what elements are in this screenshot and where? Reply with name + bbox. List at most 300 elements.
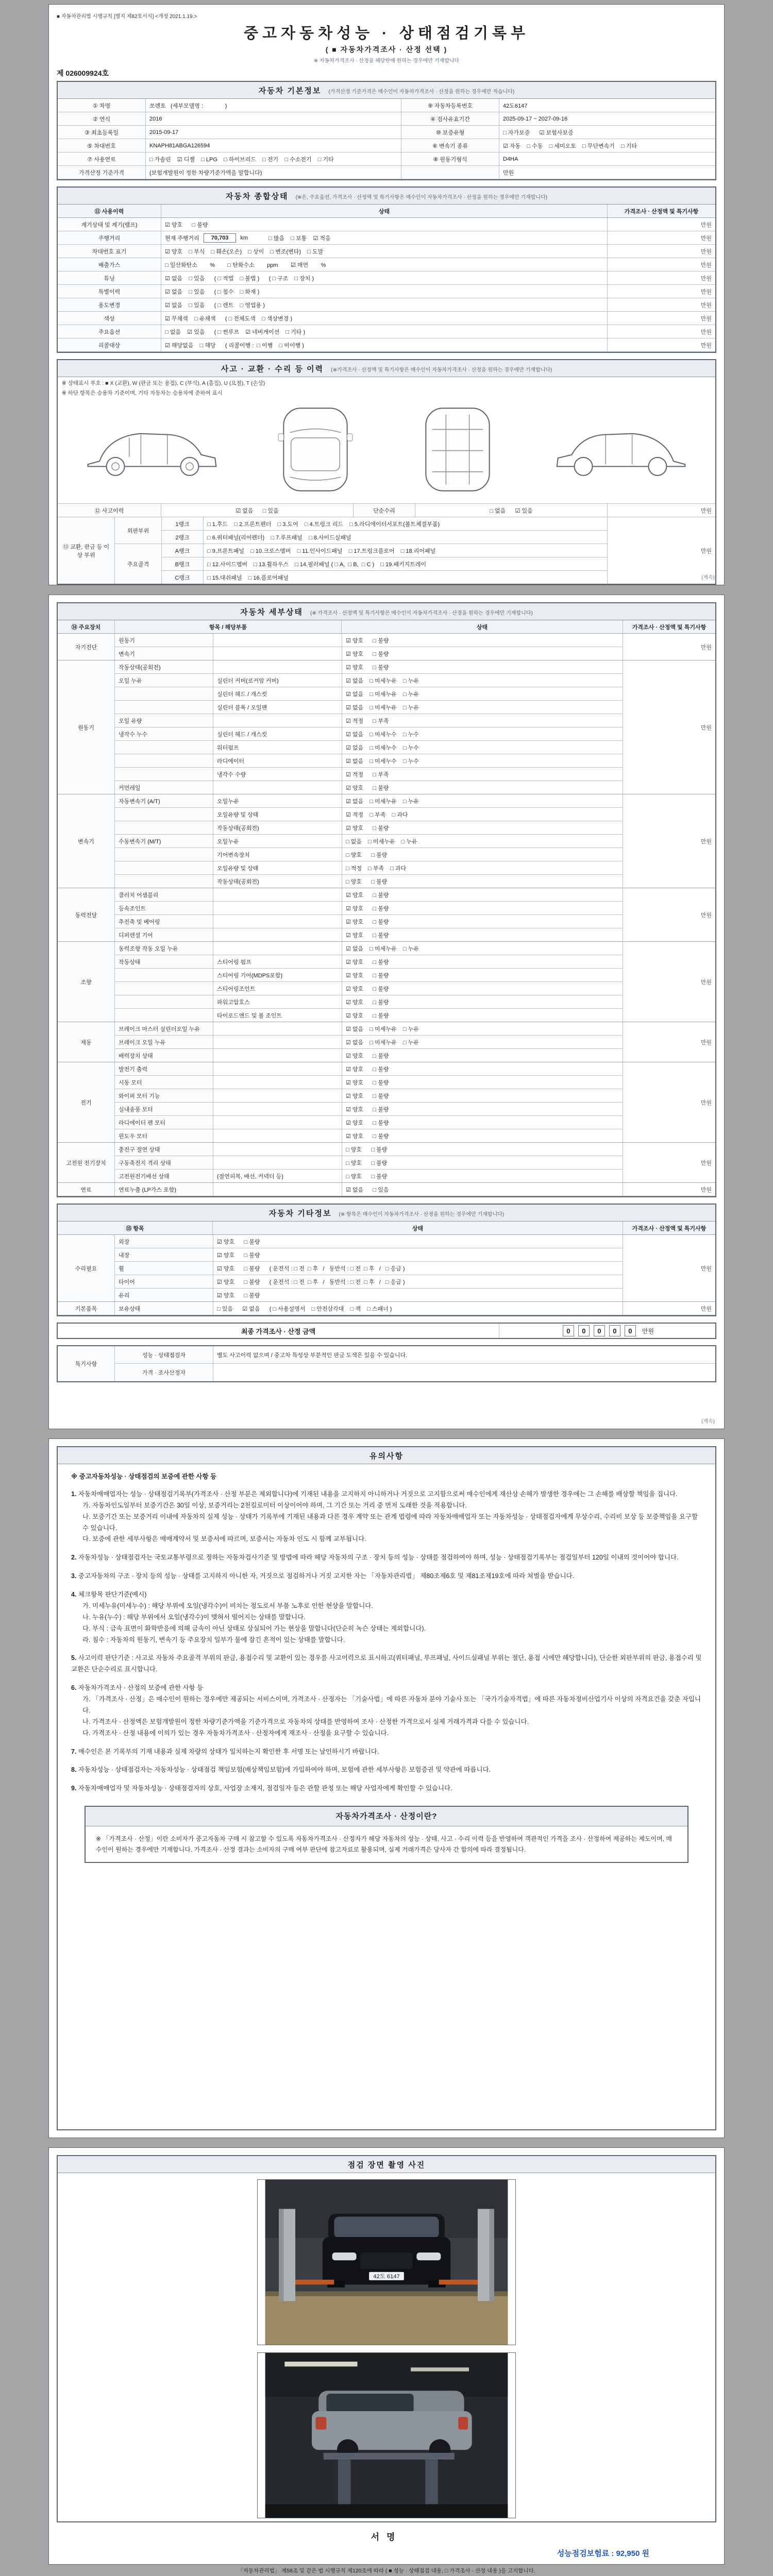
field-label: ⑩ 보증유형 <box>401 126 499 139</box>
device-part-label <box>213 714 342 727</box>
parts-cell: □ 15.대쉬패널 □ 16.플로어패널 <box>203 571 607 584</box>
price-cell: 만원 <box>623 942 715 1022</box>
device-row <box>115 808 623 821</box>
opinion-rows <box>114 1346 715 1381</box>
table-row <box>58 312 715 325</box>
device-part-label: 작동상태(공회전) <box>213 875 342 888</box>
device-part-label <box>213 1143 342 1156</box>
status-cell: ☑ 없음 □ 미세누유 □ 누유 <box>342 794 623 807</box>
notice-band <box>58 1447 715 1464</box>
device-part-label: 타이로드엔드 및 볼 조인트 <box>213 1009 342 1022</box>
status-cell: □ 있음 ☑ 없음 ( □ 사용설명서 □ 안전삼각대 □ 잭 □ 스패너 ) <box>213 1302 623 1315</box>
device-row <box>115 1022 623 1036</box>
notice-item-text <box>71 1589 702 1601</box>
etc-group-name: 기본품목 <box>58 1302 114 1315</box>
device-item-label: 작동상태(공회전) <box>115 660 213 673</box>
item-label: 특별이력 <box>58 285 161 298</box>
etc-row <box>115 1235 623 1248</box>
section-note: (※ 항목은 매수인이 자동차가격조사 · 산정을 원하는 경우에만 기재합니다) <box>339 1212 505 1217</box>
device-item-label <box>115 848 213 861</box>
final-price-value <box>499 1324 715 1338</box>
section-title: 자동차 종합상태 <box>225 192 289 201</box>
field-label <box>401 166 499 179</box>
device-part-label <box>213 902 342 914</box>
rank-row <box>162 531 607 544</box>
device-row <box>115 1116 623 1129</box>
field-value: 42도6147 <box>499 99 715 112</box>
notice-item-number: 1. <box>71 1490 77 1498</box>
notice-item-number: 4. <box>71 1591 77 1598</box>
device-group-row <box>58 794 715 888</box>
section-note: (가격산정 기준가격은 매수인이 자동차가격조사 · 산정을 원하는 경우에만 적습니다) <box>328 89 515 95</box>
device-item-label: 오일 유량 <box>115 714 213 727</box>
field-value: D4HA <box>499 152 715 165</box>
device-part-label <box>213 647 342 660</box>
table-row <box>58 218 715 231</box>
device-row <box>115 754 623 768</box>
column-header-status: 상태 <box>341 620 623 633</box>
device-row <box>115 861 623 875</box>
device-item-label: 변속기 <box>115 647 213 660</box>
notice-table <box>57 1446 716 2130</box>
notice-item <box>71 1552 702 1564</box>
device-group-row <box>58 634 715 660</box>
status-cell: □ 양호 □ 불량 <box>342 1170 623 1182</box>
device-rows <box>114 634 623 660</box>
device-rows <box>114 1143 623 1182</box>
final-price-table <box>57 1323 716 1339</box>
column-header-status: 상태 <box>212 1222 623 1234</box>
status-cell: ☑ 양호 □ 부식 □ 훼손(오손) □ 상이 □ 변조(변타) □ 도말 <box>161 245 607 258</box>
opinion-block <box>58 1346 715 1381</box>
section-title: 유의사항 <box>369 1452 404 1461</box>
field-label: ⑧ 원동기형식 <box>401 152 499 165</box>
legal-footer <box>57 2567 716 2576</box>
device-rows <box>114 660 623 794</box>
device-part-label: 워터펌프 <box>213 741 342 754</box>
mileage-prefix: 현재 주행거리 <box>165 235 199 242</box>
section-note: (※은, 주요옵션, 가격조사 · 산정액 및 특기사항은 매수인이 자동차가격조사 · 산정을 원하는 경우에만 기재합니다) <box>295 195 548 200</box>
pricing-info-box <box>85 1806 688 1863</box>
column-header-row <box>58 620 715 634</box>
price-digit-box: 0 <box>578 1325 590 1336</box>
status-cell: □ 없음 ☑ 있음 ( □ 썬루프 ☑ 네비게이션 □ 기타 ) <box>161 325 607 338</box>
device-item-label <box>115 969 213 981</box>
notice-item <box>71 1783 702 1794</box>
device-item-label <box>115 768 213 781</box>
opinion-author: 성능 · 상태점검자 <box>115 1346 213 1363</box>
price-cell: 만원 <box>607 298 715 311</box>
device-row <box>115 969 623 982</box>
device-group-name: 연료 <box>58 1183 114 1196</box>
status-cell: □ 없음 □ 미세누유 □ 누유 <box>342 835 623 848</box>
device-part-label <box>213 634 342 647</box>
etc-group-row <box>58 1302 715 1315</box>
table-row <box>58 139 715 152</box>
status-cell: ☑ 없음 □ 미세누유 □ 누유 <box>342 1022 623 1035</box>
page-2 <box>48 595 725 1429</box>
device-item-label: 동력조향 작동 오일 누유 <box>115 942 213 955</box>
table-row <box>58 285 715 298</box>
device-row <box>115 1156 623 1170</box>
device-row <box>115 982 623 995</box>
status-cell: □ 없음 ☑ 있음 <box>415 504 607 517</box>
device-item-label <box>115 687 213 700</box>
column-header-item: 항목 / 해당부품 <box>114 620 341 633</box>
device-part-label <box>213 915 342 928</box>
status-cell: ☑ 양호 □ 불량 <box>342 634 623 647</box>
status-cell: ☑ 없음 □ 미세누유 □ 누유 <box>342 674 623 687</box>
price-cell: 만원 <box>607 504 715 517</box>
inspection-insurance-premium <box>57 2548 716 2558</box>
status-cell: ☑ 없음 □ 미세누수 □ 누수 <box>342 727 623 740</box>
device-row <box>115 687 623 701</box>
device-part-label <box>213 928 342 941</box>
page-4 <box>48 2147 725 2574</box>
device-part-label <box>213 1022 342 1035</box>
notice-subitem: 나. 누유(누수) : 해당 부위에서 오일(냉각수)이 맺혀서 떨어지는 상태를 말합니다. <box>82 1613 306 1621</box>
regulation-note: ■ 자동차관리법 시행규칙 [별지 제82호서식] <개정 2021.1.19.> <box>57 14 197 20</box>
status-cell: ☑ 양호 □ 불량 <box>342 1116 623 1129</box>
notice-item <box>71 1653 702 1675</box>
etc-group-name: 수리필요 <box>58 1235 114 1301</box>
rank-row <box>162 571 607 584</box>
field-label: ④ 검사유효기간 <box>401 112 499 125</box>
rank-row <box>162 557 607 571</box>
parts-cell: □ 12.사이드멤버 □ 13.휠하우스 □ 14.필러패널 ( □ A, □ B, □ C ) □ 19.패키지트레이 <box>203 557 607 570</box>
accident-history-row <box>58 504 715 517</box>
field-label: ② 연식 <box>58 112 145 125</box>
inspection-photo-rear <box>257 2352 516 2518</box>
device-row <box>115 741 623 754</box>
price-cell: 만원 <box>607 285 715 298</box>
notice-item <box>71 1589 702 1646</box>
device-row <box>115 1009 623 1022</box>
item-label: 주요옵션 <box>58 325 161 338</box>
device-part-label: 스티어링 펌프 <box>213 955 342 968</box>
field-label: ③ 최초등록일 <box>58 126 145 139</box>
status-cell: □ 일산화탄소 % □ 탄화수소 ppm ☑ 매연 % <box>161 258 607 271</box>
document-subtitle: ( ■ 자동차가격조사 · 산정 선택 ) <box>325 45 448 54</box>
status-cell: ☑ 없음 □ 미세누유 □ 누유 <box>342 687 623 700</box>
status-cell: ☑ 양호 □ 불량 <box>342 1103 623 1115</box>
column-header-item: ⑮ 항목 <box>126 1225 144 1232</box>
item-label: 단순수리 <box>353 504 415 517</box>
status-cell: ☑ 없음 □ 있음 <box>161 504 353 517</box>
device-row <box>115 1062 623 1076</box>
notice-body <box>58 1464 715 1868</box>
exchange-group-row <box>115 517 607 544</box>
signature-section-title: 서명 <box>371 2532 402 2542</box>
status-cell: ☑ 양호 □ 불량 <box>342 955 623 968</box>
device-row <box>115 942 623 955</box>
status-cell: □ 양호 □ 불량 <box>342 1143 623 1156</box>
column-header-price: 가격조사 · 산정액 및 특기사항 <box>623 1222 715 1234</box>
status-cell: ☑ 양호 □ 불량 <box>213 1289 623 1301</box>
device-item-label <box>115 875 213 888</box>
document-title: 중고자동차성능 · 상태점검기록부 <box>244 25 529 42</box>
device-item-label: 윈도우 모터 <box>115 1129 213 1142</box>
price-digit-box: 0 <box>594 1325 605 1336</box>
status-cell: ☑ 양호 □ 불량 <box>342 888 623 901</box>
notice-subitem: 다. 부식 : 금속 표면이 화학반응에 의해 금속이 아닌 상태로 상실되어 가는 현상을 말합니다(단순히 녹슨 상태는 제외합니다). <box>82 1624 426 1632</box>
photo-band <box>58 2156 715 2173</box>
notice-subitems <box>71 1500 702 1546</box>
notice-item-body: 체크항목 판단기준(예시) <box>78 1591 147 1598</box>
overall-condition-table <box>57 187 716 353</box>
device-row <box>115 902 623 915</box>
column-header-price: 가격조사 · 산정액 및 특기사항 <box>623 620 715 633</box>
notice-item <box>71 1489 702 1545</box>
price-cell: 만원 <box>607 312 715 325</box>
device-rows <box>114 1022 623 1062</box>
device-group-name: 변속기 <box>58 794 114 888</box>
price-cell: 만원 <box>607 218 715 231</box>
document-title-note: ※ 자동차가격조사 · 산정을 해당란에 원하는 경우에만 기재합니다 <box>313 58 460 64</box>
section-title: 자동차 세부상태 <box>240 608 303 617</box>
device-item-label: 실내송풍 모터 <box>115 1103 213 1115</box>
device-part-label <box>213 1183 342 1196</box>
premium-label: 성능점검보험료 : <box>557 2549 614 2558</box>
notice-item-number: 5. <box>71 1654 77 1662</box>
device-part-label <box>213 660 342 673</box>
device-row <box>115 794 623 808</box>
final-price-unit: 만원 <box>642 1327 654 1335</box>
table-row <box>58 166 715 179</box>
status-cell: ☑ 없음 □ 있음 ( □ 적법 □ 불법 ) ( □ 구조 □ 장치 ) <box>161 272 607 284</box>
notice-item-text <box>71 1683 702 1694</box>
device-group-row <box>58 1062 715 1143</box>
overall-rows-a <box>58 218 715 231</box>
device-part-label: 파워고압호스 <box>213 995 342 1008</box>
status-cell: ☑ 해당없음 □ 해당 ( 리콜이행 : □ 이행 □ 미이행 ) <box>161 338 607 351</box>
device-item-label: 오일 누유 <box>115 674 213 687</box>
device-part-label: 오일누유 <box>213 794 342 807</box>
rank-rows <box>161 517 607 544</box>
device-part-label <box>213 1156 342 1169</box>
item-label: 차대번호 표기 <box>58 245 161 258</box>
status-cell: ☑ 양호 □ 불량 <box>342 781 623 794</box>
device-row <box>115 888 623 902</box>
table-row <box>58 272 715 285</box>
status-cell: ☑ 양호 □ 불량 <box>161 218 607 231</box>
status-cell: □ 양호 □ 불량 <box>342 875 623 888</box>
page-continued-marker: (계속) <box>701 1419 715 1425</box>
status-cell: ☑ 없음 □ 미세누유 □ 누유 <box>342 1036 623 1048</box>
price-cell: 만원 <box>623 634 715 660</box>
device-part-label <box>213 1116 342 1129</box>
device-row <box>115 1089 623 1103</box>
device-item-label: 디퍼렌셜 기어 <box>115 928 213 941</box>
field-label: ① 차명 <box>58 99 145 112</box>
status-cell: ☑ 양호 □ 불량 <box>342 1129 623 1142</box>
field-value: □ 가솔린 ☑ 디젤 □ LPG □ 하이브리드 □ 전기 □ 수소전기 □ 기타 <box>145 152 401 165</box>
notice-subitem: 가. 미세누유(미세누수) : 해당 부위에 오일(냉각수)이 비치는 정도로서 부품 노후로 인한 현상을 말합니다. <box>82 1602 373 1609</box>
etc-row <box>115 1289 623 1301</box>
device-row <box>115 1076 623 1089</box>
document-number: 제 026009924호 <box>57 69 109 77</box>
item-label: 계기상태 및 계기(램프) <box>58 218 161 231</box>
basic-info-band <box>58 82 715 99</box>
table-row <box>58 338 715 352</box>
etc-row <box>115 1248 623 1262</box>
device-part-label <box>213 781 342 794</box>
status-cell: □ 적정 □ 부족 □ 과다 <box>342 861 623 874</box>
notice-item-body: 자동차성능 · 상태점검자는 국토교통부령으로 정하는 자동차검사기준 및 방법에 따라 해당 자동차의 구조 · 장치 등의 성능 · 상태를 점검하여야 하며, 성능 · 상태점검기록부는 점검일부터 120일 이내의 것이어야 합니다. <box>78 1554 679 1562</box>
field-value: 2015-09-17 <box>145 126 401 139</box>
device-row <box>115 1103 623 1116</box>
device-item-label: 고전원전기배선 상태 <box>115 1170 213 1182</box>
opinion-row <box>115 1346 715 1364</box>
item-label: 색상 <box>58 312 161 325</box>
device-row <box>115 1183 623 1196</box>
price-cell: 만원 <box>607 325 715 338</box>
notice-item-body: 자동차성능 · 상태점검자는 자동차성능 · 상태점검 책임보험(배상책임보험)에 가입하여야 하며, 보험에 관한 세부사항은 보험증권 및 약관에 따릅니다. <box>78 1766 491 1774</box>
status-cell: ☑ 양호 □ 불량 <box>342 969 623 981</box>
device-row <box>115 821 623 835</box>
device-group-row <box>58 942 715 1022</box>
field-value: (보험개발원이 정한 차량기준가액을 말합니다) <box>145 166 401 179</box>
notice-items <box>71 1489 702 1794</box>
page-3 <box>48 1438 725 2138</box>
status-cell: ☑ 양호 □ 불량 <box>342 982 623 995</box>
device-row <box>115 714 623 727</box>
table-row <box>58 258 715 272</box>
price-cell: 만원 <box>623 1235 715 1301</box>
section-note: (※가격조사 · 산정액 및 특기사항은 매수인이 자동차가격조사 · 산정을 원하는 경우에만 기재합니다) <box>331 367 552 373</box>
price-cell: 만원 <box>607 272 715 284</box>
device-rows <box>114 1183 623 1196</box>
opinion-author: 가격 · 조사산정자 <box>115 1364 213 1381</box>
status-cell: ☑ 양호 □ 불량 <box>342 1062 623 1075</box>
device-row <box>115 915 623 928</box>
status-cell <box>161 231 607 244</box>
notice-item-text <box>71 1571 702 1582</box>
car-diagram-bottom-view <box>404 402 512 497</box>
table-row <box>58 152 715 166</box>
etc-row <box>115 1302 623 1315</box>
column-header-status: 상태 <box>161 205 607 217</box>
notice-subitem: 나. 가격조사 · 산정액은 보험개발원이 정한 차량기준가액을 기준가격으로 자동차의 상태를 반영하여 조사 · 산정한 가격으로서 실제 거래가격과 다를 수 있습니다. <box>82 1718 529 1725</box>
notice-item-body: 자동차가격조사 · 산정의 보증에 관한 사항 등 <box>78 1684 204 1692</box>
device-part-label: 오일유량 및 상태 <box>213 808 342 821</box>
device-part-label: 라디에이터 <box>213 754 342 767</box>
price-cell: 만원 <box>623 1022 715 1062</box>
device-group-name: 동력전달 <box>58 888 114 941</box>
device-item-label: 자동변속기 (A/T) <box>115 794 213 807</box>
state-mark-legend-2: ※ 하단 항목은 승용차 기준이며, 기타 자동차는 승용차에 준하여 표시 <box>62 390 223 396</box>
car-diagram-right-side <box>546 402 695 497</box>
parts-cell: □ 9.프론트패널 □ 10.크로스멤버 □ 11.인사이드패널 □ 17.트렁크플로어 □ 18.리어패널 <box>203 544 607 557</box>
device-row <box>115 647 623 660</box>
overall-rows-b <box>58 245 715 352</box>
status-cell: ☑ 없음 □ 미세누수 □ 누수 <box>342 754 623 767</box>
status-cell: ☑ 없음 □ 미세누유 □ 누유 <box>342 942 623 955</box>
mileage-unit: km <box>240 234 248 241</box>
opinion-text: 별도 사고이력 없으며 / 중고차 특성상 부분적인 판금 도색은 있을 수 있습니다. <box>213 1346 715 1363</box>
device-row <box>115 674 623 687</box>
notice-item <box>71 1683 702 1739</box>
car-diagram-area <box>58 397 715 504</box>
device-part-label <box>213 1076 342 1089</box>
etc-row <box>115 1262 623 1275</box>
device-row <box>115 955 623 969</box>
status-cell: ☑ 없음 □ 미세누유 □ 누유 <box>342 701 623 714</box>
legal-footer-line1: 「자동차관리법」 제58조 및 같은 법 시행규칙 제120조에 따라 ( ■ 성능 · 상태점검 내용, □ 가격조사 · 산정 내용 )을 고지합니다. <box>238 2568 535 2574</box>
rank-row <box>162 544 607 557</box>
status-cell: ☑ 양호 □ 불량 <box>342 902 623 914</box>
notice-subitem: 다. 가격조사 · 산정 내용에 이의가 있는 경우 자동차가격조사 · 산정자에게 재조사 · 산정을 요구할 수 있습니다. <box>82 1729 389 1737</box>
rank-row <box>162 517 607 531</box>
device-group-row <box>58 660 715 794</box>
price-cell: 만원 <box>623 1302 715 1315</box>
field-value: □ 자가보증 ☑ 보험사보증 <box>499 126 715 139</box>
etc-groups <box>58 1235 715 1315</box>
item-label: 리콜대상 <box>58 338 161 351</box>
item-label: 배출가스 <box>58 258 161 271</box>
device-part-label <box>213 1089 342 1102</box>
price-digit-box: 0 <box>609 1325 620 1336</box>
device-item-label: 추진축 및 베어링 <box>115 915 213 928</box>
device-item-label: 원동기 <box>115 634 213 647</box>
inspection-photo-front <box>257 2179 516 2345</box>
etc-item-label: 외장 <box>115 1235 213 1248</box>
opinion-block-label: 특기사항 <box>58 1346 114 1381</box>
etc-info-band <box>58 1205 715 1222</box>
price-cell: 만원 <box>623 794 715 888</box>
device-item-label <box>115 982 213 995</box>
group-name: 외판부위 <box>115 517 161 544</box>
notice-subitem: 라. 침수 : 자동차의 원동기, 변속기 등 주요장치 일부가 물에 잠긴 흔적이 있는 상태를 말합니다. <box>82 1636 345 1643</box>
column-header-group: ⑭ 주요장치 <box>71 624 101 631</box>
device-group-name: 고전원 전기장치 <box>58 1143 114 1182</box>
final-price-row <box>58 1324 715 1338</box>
car-diagram-left-side <box>78 402 227 497</box>
device-item-label: 연료누출 (LP가스 포함) <box>115 1183 213 1196</box>
field-value: 2025-09-17 ~ 2027-09-16 <box>499 112 715 125</box>
field-label: ⑦ 사용연료 <box>58 152 145 165</box>
notice-item <box>71 1571 702 1582</box>
photo-table <box>57 2155 716 2522</box>
state-mark-legend: ※ 상태표시 부호 : ■ X (교환), W (판금 또는 용접), C (부식), A (흠집), U (요철), T (손상) <box>62 380 265 386</box>
detail-groups <box>58 634 715 1196</box>
device-part-label: 오일누유 <box>213 835 342 848</box>
device-row <box>115 634 623 647</box>
pricing-info-body: ※ 「가격조사 · 산정」이란 소비자가 중고자동차 구매 시 참고할 수 있도록 자동차가격조사 · 산정자가 해당 자동차의 성능 · 상태, 사고 · 수리 이력 등을 반영하여 객관적인 가격을 조사 · 산정하여 제공하는 제도이며, 매수인이 원하는 경우에만 기재합니다. 가격조사 · 산정 결과는 소비자의 구매 여부 판단에 참고자료로 활용되며, 실제 거래가격은 당사자 간 합의에 따라 결정됩니다. <box>96 1835 672 1853</box>
notice-item-text <box>71 1747 702 1758</box>
notice-subitem: 다. 보증에 관한 세부사항은 매매계약서 및 보증서에 따르며, 보증서는 자동차 인도 시 함께 교부됩니다. <box>82 1535 366 1543</box>
etc-item-label: 내장 <box>115 1248 213 1261</box>
notice-item <box>71 1747 702 1758</box>
exchange-groups <box>114 517 607 584</box>
car-diagram-top-view <box>261 402 369 497</box>
device-item-label <box>115 701 213 714</box>
device-part-label: 실린더 헤드 / 개스킷 <box>213 727 342 740</box>
table-row <box>58 126 715 139</box>
basic-info-table <box>57 81 716 180</box>
status-cell: ☑ 없음 □ 있음 <box>342 1183 623 1196</box>
status-cell: ☑ 무채색 □ 유채색 ( □ 전체도색 □ 색상변경 ) <box>161 312 607 325</box>
status-cell: ☑ 적정 □ 부족 <box>342 768 623 781</box>
field-label: 가격산정 기준가격 <box>58 166 145 179</box>
section-title: 점검 장면 촬영 사진 <box>347 2161 426 2170</box>
item-label: 튜닝 <box>58 272 161 284</box>
device-item-label: 발전기 출력 <box>115 1062 213 1075</box>
table-row <box>58 298 715 312</box>
field-label: ⑥ 변속기 종류 <box>401 139 499 152</box>
status-cell: ☑ 양호 □ 불량 <box>342 647 623 660</box>
status-cell: ☑ 양호 □ 불량 <box>342 1076 623 1089</box>
